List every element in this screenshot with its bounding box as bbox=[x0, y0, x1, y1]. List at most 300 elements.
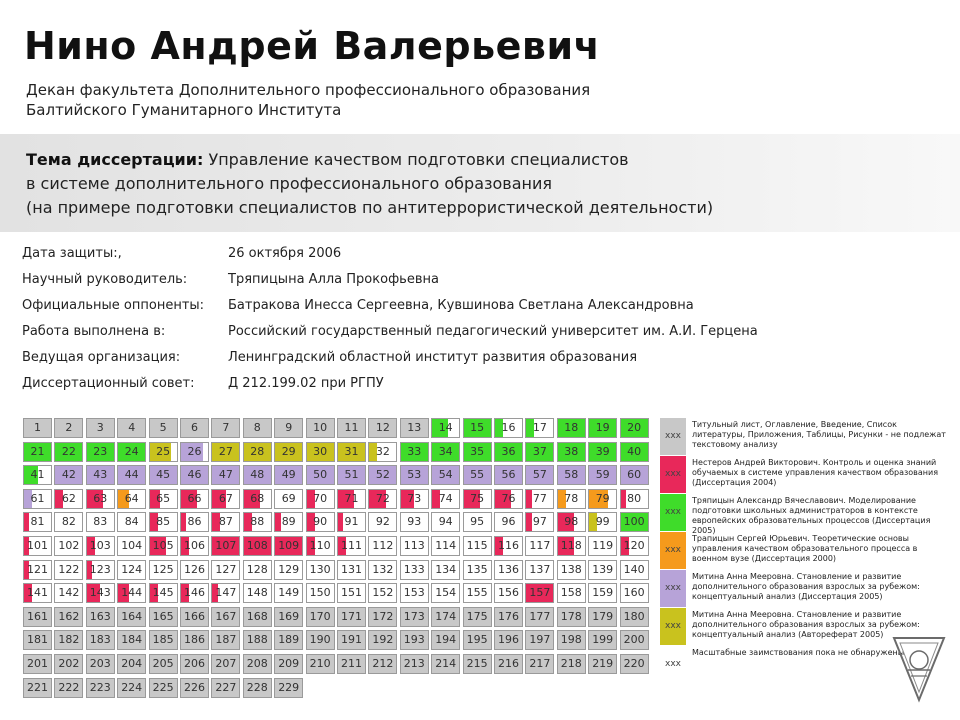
page-cell bbox=[525, 560, 554, 580]
page-number: 223 bbox=[89, 680, 111, 694]
page-cell bbox=[117, 607, 146, 627]
page-cell bbox=[211, 560, 240, 580]
page-cell bbox=[368, 583, 397, 603]
page-number: 76 bbox=[501, 491, 516, 505]
page-cell bbox=[368, 442, 397, 462]
page-number: 45 bbox=[156, 468, 171, 482]
page-cell bbox=[180, 442, 209, 462]
page-cell bbox=[211, 630, 240, 650]
page-number: 58 bbox=[564, 468, 579, 482]
page-cell bbox=[23, 654, 52, 674]
page-cell bbox=[86, 560, 115, 580]
page-number: 162 bbox=[58, 609, 80, 623]
page-cell bbox=[368, 418, 397, 438]
page-number: 38 bbox=[564, 444, 579, 458]
page-number: 48 bbox=[250, 468, 265, 482]
person-name: Нино Андрей Валерьевич bbox=[24, 24, 601, 68]
legend-swatch: xxx bbox=[665, 659, 681, 669]
page-cell bbox=[117, 583, 146, 603]
page-cell bbox=[54, 489, 83, 509]
info-label: Дата защиты:, bbox=[22, 246, 122, 261]
page-number: 128 bbox=[246, 562, 268, 576]
page-cell bbox=[117, 678, 146, 698]
page-cell bbox=[494, 465, 523, 485]
page-cell bbox=[54, 465, 83, 485]
page-cell bbox=[588, 630, 617, 650]
page-cell bbox=[180, 512, 209, 532]
page-cell bbox=[557, 418, 586, 438]
page-cell bbox=[337, 489, 366, 509]
page-number: 34 bbox=[438, 444, 453, 458]
page-number: 174 bbox=[435, 609, 457, 623]
page-cell bbox=[149, 465, 178, 485]
page-number: 18 bbox=[564, 421, 579, 434]
page-cell bbox=[86, 678, 115, 698]
page-number: 195 bbox=[466, 633, 488, 647]
page-cell bbox=[620, 607, 649, 627]
page-number: 198 bbox=[560, 633, 582, 647]
page-cell bbox=[54, 607, 83, 627]
page-cell bbox=[117, 442, 146, 462]
page-coverage-fill bbox=[526, 513, 531, 531]
legend-item bbox=[660, 456, 950, 494]
page-number: 47 bbox=[218, 468, 233, 482]
page-cell bbox=[180, 630, 209, 650]
page-number: 180 bbox=[623, 609, 645, 623]
legend-swatch: xxx bbox=[660, 456, 686, 493]
page-number: 194 bbox=[435, 633, 457, 647]
page-cell bbox=[149, 560, 178, 580]
page-cell bbox=[54, 442, 83, 462]
page-number: 124 bbox=[121, 562, 143, 576]
page-number: 50 bbox=[313, 468, 328, 482]
page-cell bbox=[588, 654, 617, 674]
page-number: 229 bbox=[278, 680, 300, 694]
page-number: 95 bbox=[470, 515, 485, 529]
page-cell bbox=[620, 442, 649, 462]
page-number: 59 bbox=[595, 468, 610, 482]
page-number: 147 bbox=[215, 586, 237, 600]
page-number: 212 bbox=[372, 657, 394, 670]
page-number: 46 bbox=[187, 468, 202, 482]
topic-line: в системе дополнительного профессионального образования bbox=[26, 174, 553, 193]
page-cell bbox=[557, 560, 586, 580]
page-number: 103 bbox=[89, 539, 111, 552]
page-number: 119 bbox=[592, 539, 614, 552]
page-cell bbox=[23, 418, 52, 438]
page-number: 139 bbox=[592, 562, 614, 576]
page-number: 69 bbox=[281, 491, 296, 505]
page-number: 117 bbox=[529, 539, 551, 552]
page-number: 87 bbox=[218, 515, 233, 529]
page-cell bbox=[337, 654, 366, 674]
page-cell bbox=[400, 465, 429, 485]
page-cell bbox=[306, 607, 335, 627]
legend-item bbox=[660, 532, 950, 570]
page-cell bbox=[588, 442, 617, 462]
page-number: 185 bbox=[152, 633, 174, 647]
page-number: 132 bbox=[372, 562, 394, 576]
page-number: 61 bbox=[30, 491, 45, 505]
page-number: 26 bbox=[187, 444, 202, 458]
page-number: 15 bbox=[470, 421, 485, 434]
page-cell bbox=[463, 630, 492, 650]
page-cell bbox=[588, 583, 617, 603]
legend-text: Нестеров Андрей Викторович. Контроль и оценка знаний обучаемых в системе управления качеством образования (Диссертация 2004) bbox=[692, 458, 939, 487]
page-cell bbox=[306, 630, 335, 650]
page-cell bbox=[86, 630, 115, 650]
page-number: 116 bbox=[498, 539, 519, 552]
page-cell bbox=[211, 607, 240, 627]
page-number: 82 bbox=[61, 515, 76, 529]
page-cell bbox=[86, 442, 115, 462]
page-cell bbox=[243, 512, 272, 532]
page-cell bbox=[306, 536, 335, 556]
page-cell bbox=[368, 560, 397, 580]
page-number: 144 bbox=[121, 586, 143, 600]
page-cell bbox=[337, 583, 366, 603]
page-coverage-fill bbox=[526, 490, 531, 508]
page-number: 122 bbox=[58, 562, 80, 576]
page-number: 52 bbox=[375, 468, 390, 482]
page-number: 137 bbox=[529, 562, 551, 576]
page-number: 3 bbox=[96, 421, 104, 434]
page-number: 99 bbox=[595, 515, 610, 529]
page-number: 33 bbox=[407, 444, 422, 458]
page-cell bbox=[620, 465, 649, 485]
page-number: 125 bbox=[152, 562, 174, 576]
page-number: 143 bbox=[89, 586, 111, 600]
topic-line: (на примере подготовки специалистов по антитеррористической деятельности) bbox=[26, 198, 714, 217]
page-number: 21 bbox=[30, 444, 45, 458]
page-number: 164 bbox=[121, 609, 143, 623]
page-cell bbox=[211, 418, 240, 438]
page-cell bbox=[149, 654, 178, 674]
page-cell bbox=[274, 442, 303, 462]
page-cell bbox=[494, 489, 523, 509]
page-number: 70 bbox=[313, 491, 328, 505]
page-cell bbox=[149, 678, 178, 698]
page-cell bbox=[463, 512, 492, 532]
page-number: 24 bbox=[124, 444, 139, 458]
page-cell bbox=[588, 418, 617, 438]
page-number: 133 bbox=[403, 562, 425, 576]
page-cell bbox=[149, 512, 178, 532]
page-cell bbox=[588, 607, 617, 627]
page-cell bbox=[306, 512, 335, 532]
page-number: 141 bbox=[27, 586, 48, 600]
page-number: 2 bbox=[65, 421, 73, 434]
page-number: 134 bbox=[435, 562, 457, 576]
page-cell bbox=[525, 418, 554, 438]
page-cell bbox=[525, 583, 554, 603]
page-cell bbox=[337, 465, 366, 485]
page-number: 191 bbox=[341, 633, 362, 647]
page-cell bbox=[243, 536, 272, 556]
page-cell bbox=[274, 654, 303, 674]
page-cell bbox=[620, 512, 649, 532]
page-cell bbox=[400, 512, 429, 532]
page-number: 86 bbox=[187, 515, 202, 529]
page-cell bbox=[180, 418, 209, 438]
page-cell bbox=[400, 630, 429, 650]
page-number: 159 bbox=[592, 586, 614, 600]
page-number: 100 bbox=[623, 515, 645, 529]
page-cell bbox=[243, 583, 272, 603]
page-cell bbox=[274, 678, 303, 698]
page-cell bbox=[23, 536, 52, 556]
page-cell bbox=[337, 630, 366, 650]
page-cell bbox=[23, 560, 52, 580]
page-number: 214 bbox=[435, 657, 457, 670]
page-cell bbox=[431, 465, 460, 485]
page-number: 20 bbox=[627, 421, 642, 434]
page-number: 217 bbox=[529, 657, 551, 670]
page-number: 29 bbox=[281, 444, 296, 458]
page-cell bbox=[211, 678, 240, 698]
page-cell bbox=[54, 560, 83, 580]
page-number: 10 bbox=[313, 421, 328, 434]
page-number: 109 bbox=[278, 539, 300, 552]
page-cell bbox=[494, 630, 523, 650]
page-cell bbox=[368, 489, 397, 509]
page-number: 208 bbox=[246, 657, 268, 670]
page-cell bbox=[274, 630, 303, 650]
page-cell bbox=[431, 442, 460, 462]
page-coverage-fill bbox=[24, 513, 29, 531]
page-number: 108 bbox=[246, 539, 268, 552]
page-cell bbox=[337, 560, 366, 580]
page-cell bbox=[54, 583, 83, 603]
page-cell bbox=[23, 465, 52, 485]
page-cell bbox=[463, 442, 492, 462]
page-cell bbox=[525, 654, 554, 674]
legend-swatch: xxx bbox=[660, 494, 686, 531]
page-cell bbox=[368, 630, 397, 650]
page-number: 63 bbox=[93, 491, 108, 505]
page-cell bbox=[557, 583, 586, 603]
page-number: 176 bbox=[498, 609, 519, 623]
page-number: 105 bbox=[152, 539, 174, 552]
page-number: 97 bbox=[532, 515, 547, 529]
page-number: 93 bbox=[407, 515, 422, 529]
page-number: 72 bbox=[375, 491, 390, 505]
page-number: 127 bbox=[215, 562, 237, 576]
page-cell bbox=[117, 418, 146, 438]
page-cell bbox=[180, 654, 209, 674]
page-cell bbox=[525, 442, 554, 462]
page-cell bbox=[337, 442, 366, 462]
page-number: 165 bbox=[152, 609, 174, 623]
page-number: 150 bbox=[309, 586, 331, 600]
page-cell bbox=[23, 607, 52, 627]
page-number: 7 bbox=[222, 421, 230, 434]
page-number: 37 bbox=[532, 444, 547, 458]
page-cell bbox=[463, 536, 492, 556]
legend-item bbox=[660, 418, 950, 456]
page-number: 121 bbox=[27, 562, 48, 576]
page-cell bbox=[243, 607, 272, 627]
page-cell bbox=[180, 465, 209, 485]
page-cell bbox=[557, 489, 586, 509]
legend-text: Тряпицын Александр Вячеславович. Моделирование подготовки школьных администраторов в контексте европейских образовательных процессов (Диссертация 2005) bbox=[692, 496, 931, 535]
info-label: Ведущая организация: bbox=[22, 350, 181, 365]
page-cell bbox=[525, 607, 554, 627]
info-value: Батракова Инесса Сергеевна, Кувшинова Светлана Александровна bbox=[228, 298, 694, 313]
page-number: 172 bbox=[372, 609, 394, 623]
page-cell bbox=[54, 630, 83, 650]
page-cell bbox=[54, 418, 83, 438]
page-number: 112 bbox=[372, 539, 394, 552]
legend-text: Митина Анна Мееровна. Становление и развитие дополнительного образования взрослых за рубежом: концептуальный анализ (Автореферат 2005) bbox=[692, 610, 920, 639]
page-number: 64 bbox=[124, 491, 139, 505]
page-cell bbox=[23, 678, 52, 698]
position-line: Балтийского Гуманитарного Института bbox=[26, 101, 342, 119]
page-cell bbox=[54, 678, 83, 698]
page-cell bbox=[180, 489, 209, 509]
page-number: 115 bbox=[466, 539, 488, 552]
page-cell bbox=[463, 418, 492, 438]
page-cell bbox=[274, 489, 303, 509]
page-number: 8 bbox=[253, 421, 261, 434]
page-number: 106 bbox=[184, 539, 205, 552]
page-number: 110 bbox=[309, 539, 331, 552]
page-number: 25 bbox=[156, 444, 171, 458]
page-cell bbox=[274, 607, 303, 627]
page-number: 131 bbox=[341, 562, 362, 576]
page-number: 157 bbox=[529, 586, 551, 600]
page-number: 13 bbox=[407, 421, 422, 434]
page-cell bbox=[243, 442, 272, 462]
page-number: 57 bbox=[532, 468, 547, 482]
page-number: 36 bbox=[501, 444, 516, 458]
page-cell bbox=[86, 512, 115, 532]
page-number: 193 bbox=[403, 633, 425, 647]
page-number: 43 bbox=[93, 468, 108, 482]
page-number: 140 bbox=[623, 562, 645, 576]
page-number: 94 bbox=[438, 515, 453, 529]
page-number: 73 bbox=[407, 491, 422, 505]
topic-line: Управление качеством подготовки специалистов bbox=[208, 150, 629, 169]
page-cell bbox=[243, 489, 272, 509]
info-label: Научный руководитель: bbox=[22, 272, 188, 287]
page-cell bbox=[620, 418, 649, 438]
page-cell bbox=[86, 465, 115, 485]
page-number: 155 bbox=[466, 586, 488, 600]
page-cell bbox=[180, 678, 209, 698]
page-map-grid bbox=[23, 418, 651, 702]
page-cell bbox=[211, 442, 240, 462]
page-number: 179 bbox=[592, 609, 614, 623]
page-cell bbox=[494, 583, 523, 603]
page-number: 39 bbox=[595, 444, 610, 458]
page-cell bbox=[274, 536, 303, 556]
page-number: 16 bbox=[501, 421, 516, 434]
page-cell bbox=[494, 442, 523, 462]
page-number: 42 bbox=[61, 468, 76, 482]
page-cell bbox=[306, 489, 335, 509]
page-number: 166 bbox=[184, 609, 205, 623]
page-number: 211 bbox=[341, 657, 362, 670]
page-cell bbox=[431, 418, 460, 438]
page-number: 23 bbox=[93, 444, 108, 458]
page-number: 98 bbox=[564, 515, 579, 529]
page-number: 221 bbox=[27, 680, 48, 694]
page-cell bbox=[117, 560, 146, 580]
page-cell bbox=[494, 512, 523, 532]
page-cell bbox=[117, 654, 146, 674]
page-number: 204 bbox=[121, 657, 143, 670]
legend-item bbox=[660, 570, 950, 608]
info-value: Российский государственный педагогический университет им. А.И. Герцена bbox=[228, 324, 758, 339]
page-number: 101 bbox=[27, 539, 48, 552]
page-cell bbox=[306, 560, 335, 580]
page-number: 89 bbox=[281, 515, 296, 529]
page-cell bbox=[557, 654, 586, 674]
page-cell bbox=[23, 583, 52, 603]
page-number: 88 bbox=[250, 515, 265, 529]
page-cell bbox=[400, 442, 429, 462]
page-number: 183 bbox=[89, 633, 111, 647]
page-number: 173 bbox=[403, 609, 425, 623]
page-cell bbox=[431, 654, 460, 674]
page-number: 67 bbox=[218, 491, 233, 505]
page-number: 182 bbox=[58, 633, 80, 647]
page-number: 4 bbox=[128, 421, 136, 434]
page-number: 219 bbox=[592, 657, 614, 670]
legend-item bbox=[660, 494, 950, 535]
page-number: 102 bbox=[58, 539, 80, 552]
page-coverage-fill bbox=[621, 490, 626, 508]
legend-text: Митина Анна Мееровна. Становление и развитие дополнительного образования взрослых за рубежом: концептуальный анализ (Диссертация 2005) bbox=[692, 572, 920, 601]
info-value: Тряпицына Алла Прокофьевна bbox=[228, 272, 439, 287]
page-cell bbox=[86, 418, 115, 438]
page-cell bbox=[117, 536, 146, 556]
page-cell bbox=[337, 536, 366, 556]
page-cell bbox=[463, 465, 492, 485]
page-cell bbox=[149, 442, 178, 462]
page-number: 203 bbox=[89, 657, 111, 670]
page-number: 148 bbox=[246, 586, 268, 600]
page-number: 169 bbox=[278, 609, 300, 623]
page-cell bbox=[494, 607, 523, 627]
page-cell bbox=[368, 654, 397, 674]
page-number: 184 bbox=[121, 633, 143, 647]
page-number: 154 bbox=[435, 586, 457, 600]
page-cell bbox=[620, 560, 649, 580]
page-cell bbox=[525, 489, 554, 509]
page-number: 213 bbox=[403, 657, 425, 670]
page-number: 5 bbox=[159, 421, 167, 434]
page-cell bbox=[494, 536, 523, 556]
page-number: 91 bbox=[344, 515, 359, 529]
page-cell bbox=[525, 536, 554, 556]
page-number: 215 bbox=[466, 657, 488, 670]
page-cell bbox=[337, 418, 366, 438]
page-number: 30 bbox=[313, 444, 328, 458]
page-cell bbox=[400, 607, 429, 627]
page-cell bbox=[117, 489, 146, 509]
info-value: Д 212.199.02 при РГПУ bbox=[228, 376, 384, 391]
page-cell bbox=[180, 560, 209, 580]
page-number: 205 bbox=[152, 657, 174, 670]
page-cell bbox=[149, 583, 178, 603]
page-number: 44 bbox=[124, 468, 139, 482]
page-number: 209 bbox=[278, 657, 300, 670]
page-number: 53 bbox=[407, 468, 422, 482]
page-cell bbox=[463, 560, 492, 580]
page-number: 206 bbox=[184, 657, 205, 670]
